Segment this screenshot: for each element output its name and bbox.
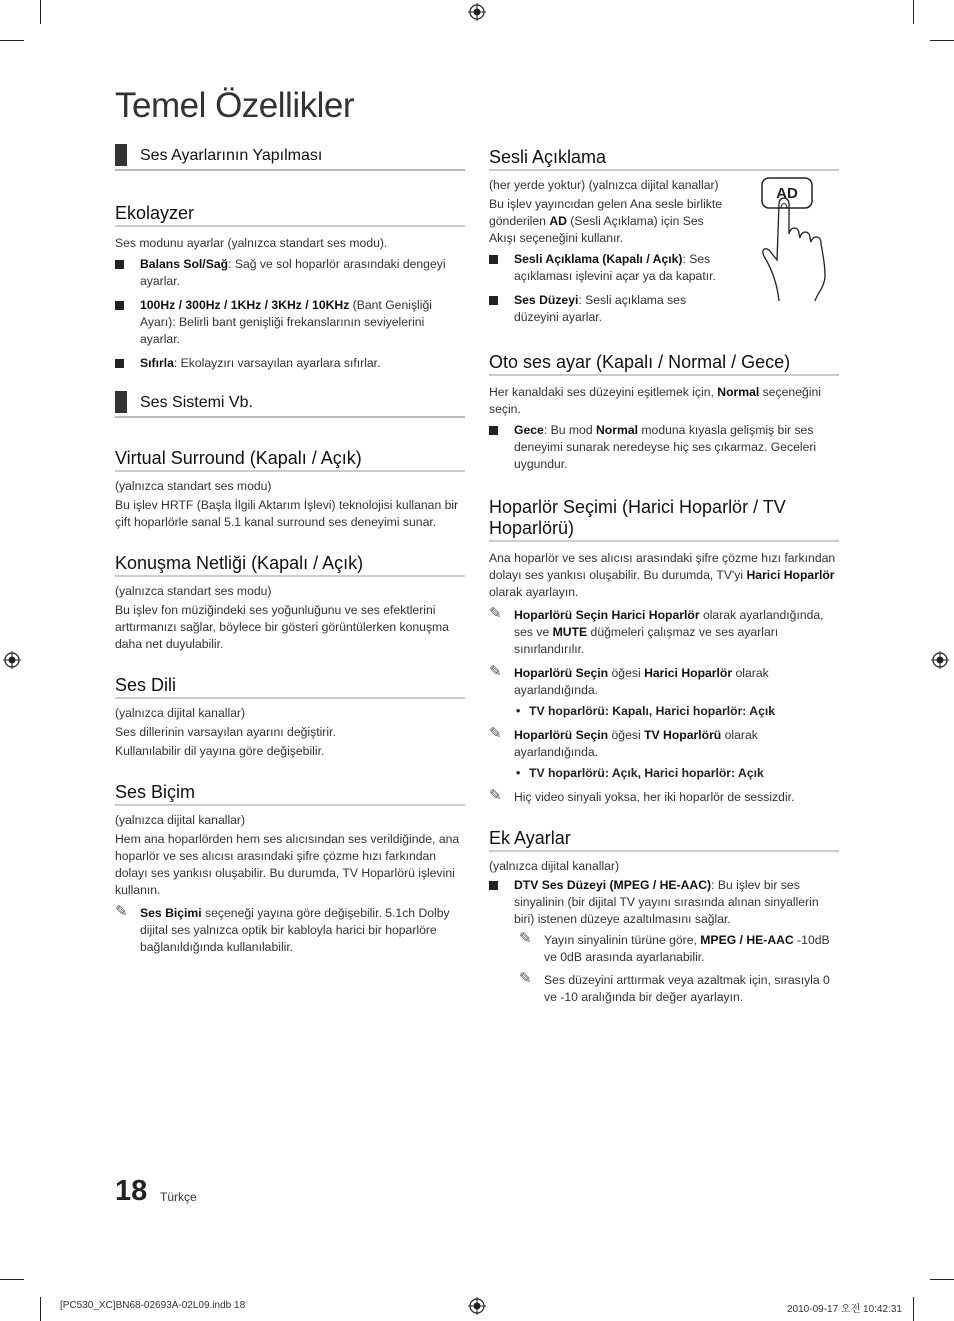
crop-mark (40, 1297, 41, 1321)
registration-mark-icon (468, 1297, 486, 1315)
footer-file-info: [PC530_XC]BN68-02693A-02L09.indb 18 (60, 1300, 246, 1311)
crop-mark (0, 40, 24, 41)
bullet-square-icon (115, 359, 124, 368)
note-pencil-icon: ✎ (489, 605, 502, 622)
hoparlor-note-item: ✎ Hoparlörü Seçin öğesi Harici Hoparlör olarak ayarlandığında. (489, 663, 769, 697)
heading-hoparlor-secimi: Hoparlör Seçimi (Harici Hoparlör / TV Hoparlörü) (489, 497, 839, 542)
ek-note-item: ✎ Ses düzeyini arttırmak veya azaltmak için, sırasıyla 0 ve -10 aralığında bir değer ayarlayın. (519, 970, 830, 1004)
note-pencil-icon: ✎ (489, 787, 502, 804)
ekolayzer-bullet: Sıfırla: Ekolayzırı varsayılan ayarlara sıfırlar. (115, 355, 465, 372)
hoparlor-note-item: ✎ Hoparlörü Seçin öğesi TV Hoparlörü olarak ayarlandığında. (489, 725, 758, 759)
sesli-note: (her yerde yoktur) (yalnızca dijital kanallar) (489, 178, 719, 192)
konusma-desc: Bu işlev fon müziğindeki ses yoğunluğunu ve ses efektlerini arttırmanızı sağlar, böylece bir gösteri görüntülerken konuşma daha net duyulabilir. (115, 603, 449, 651)
section-bar (115, 391, 127, 413)
sesbicim-note: (yalnızca dijital kanallar) (115, 813, 246, 827)
svg-text:AD: AD (776, 185, 798, 202)
page-title: Temel Özellikler (115, 86, 354, 125)
sesdili-line1: Ses dillerinin varsayılan ayarını değiştirir. (115, 725, 336, 739)
note-pencil-icon: ✎ (519, 930, 532, 947)
ekolayzer-bullet: Balans Sol/Sağ: Sağ ve sol hoparlör arasındaki dengeyi ayarlar. (115, 256, 465, 290)
left-column (115, 147, 465, 956)
bullet-square-icon (489, 426, 498, 435)
sesbicim-note-item: ✎ Ses Biçimi seçeneği yayına göre değişebilir. 5.1ch Dolby dijital ses yalnızca optik bir kabloyla harici bir hoparlöre bağlanıldığında kullanılabilir. (115, 903, 450, 954)
section-header (115, 394, 465, 418)
section-title: Ses Ayarlarının Yapılması (140, 147, 323, 164)
registration-mark-icon (468, 3, 486, 21)
bullet-square-icon (489, 881, 498, 890)
heading-ses-dili: Ses Dili (115, 675, 465, 699)
ek-note-item: ✎ Yayın sinyalinin türüne göre, MPEG / HE-AAC -10dB ve 0dB arasında ayarlanabilir. (519, 930, 830, 964)
heading-oto-ses: Oto ses ayar (Kapalı / Normal / Gece) (489, 352, 839, 376)
oto-bullet: Gece: Bu mod Normal moduna kıyasla gelişmiş bir ses deneyimi sunarak neredeyse hiç ses çıkarmaz. Geceleri uygundur. (489, 422, 839, 473)
sesli-bullet: Ses Düzeyi: Sesli açıklama ses düzeyini ayarlar. (489, 292, 729, 326)
crop-mark (913, 1297, 914, 1321)
page-language: Türkçe (160, 1190, 197, 1204)
registration-mark-icon (931, 651, 949, 669)
heading-sesli-aciklama: Sesli Açıklama (489, 147, 839, 171)
hoparlor-dot-item: • TV hoparlörü: Kapalı, Harici hoparlör: Açık (514, 703, 839, 720)
bullet-square-icon (489, 296, 498, 305)
remote-ad-hand-icon (755, 172, 840, 304)
oto-desc: Her kanaldaki ses düzeyini eşitlemek için, Normal seçeneğini seçin. (489, 385, 821, 416)
section-bar (115, 144, 127, 166)
registration-mark-icon (3, 651, 21, 669)
ekolayzer-bullet: 100Hz / 300Hz / 1KHz / 3KHz / 10KHz (Bant Genişliği Ayarı): Belirli bant genişliği frekanslarının seviyelerini ayarlar. (115, 297, 465, 348)
heading-ekolayzer: Ekolayzer (115, 203, 465, 227)
konusma-note: (yalnızca standart ses modu) (115, 584, 272, 598)
crop-mark (930, 40, 954, 41)
note-pencil-icon: ✎ (489, 663, 502, 680)
crop-mark (0, 1279, 24, 1280)
section-header (115, 147, 465, 171)
hoparlor-note-item: ✎ Hiç video sinyali yoksa, her iki hoparlör de sessizdir. (489, 787, 795, 804)
note-pencil-icon: ✎ (489, 725, 502, 742)
page-number: 18 (115, 1175, 148, 1207)
bullet-square-icon (115, 301, 124, 310)
bullet-square-icon (489, 255, 498, 264)
heading-virtual-surround: Virtual Surround (Kapalı / Açık) (115, 448, 465, 472)
bullet-square-icon (115, 260, 124, 269)
hoparlor-dot-item: • TV hoparlörü: Açık, Harici hoparlör: Açık (514, 765, 839, 782)
ekolayzer-desc: Ses modunu ayarlar (yalnızca standart ses modu). (115, 236, 388, 250)
hoparlor-desc: Ana hoparlör ve ses alıcısı arasındaki şifre çözme hızı farkından dolayı ses yankısı oluşabilir. Bu durumda, TV'yi Harici Hoparlör olarak ayarlayın. (489, 551, 836, 599)
note-pencil-icon: ✎ (519, 970, 532, 987)
footer-timestamp: 2010-09-17 오전 10:42:31 (787, 1304, 902, 1315)
crop-mark (930, 1279, 954, 1280)
virtual-desc: Bu işlev HRTF (Başla İlgili Aktarım İşlevi) teknolojisi kullanan bir çift hoparlörle sanal 5.1 kanal surround ses deneyimi sunar. (115, 498, 459, 529)
ek-bullet: DTV Ses Düzeyi (MPEG / HE-AAC): Bu işlev bir ses sinyalinin (bir dijital TV yayını sırasında alınan sinyallerin biri) istenen düzeye azaltılmasını sağlar. (489, 877, 839, 928)
crop-mark (913, 0, 914, 24)
heading-ses-bicim: Ses Biçim (115, 782, 465, 806)
sesli-desc: Bu işlev yayıncıdan gelen Ana sesle birlikte gönderilen AD (Sesli Açıklama) için Ses Akışı seçeneğini kullanır. (489, 197, 723, 245)
virtual-note: (yalnızca standart ses modu) (115, 479, 272, 493)
sesli-bullet: Sesli Açıklama (Kapalı / Açık): Ses açıklaması işlevini açar ya da kapatır. (489, 251, 729, 285)
heading-konusma: Konuşma Netliği (Kapalı / Açık) (115, 553, 465, 577)
ek-note: (yalnızca dijital kanallar) (489, 859, 620, 873)
note-pencil-icon: ✎ (115, 903, 128, 920)
sesdili-line2: Kullanılabilir dil yayına göre değişebilir. (115, 744, 325, 758)
crop-mark (40, 0, 41, 24)
heading-ek-ayarlar: Ek Ayarlar (489, 828, 839, 852)
sesdili-note: (yalnızca dijital kanallar) (115, 706, 246, 720)
hoparlor-note-item: ✎ Hoparlörü Seçin Harici Hoparlör olarak ayarlandığında, ses ve MUTE düğmeleri çalışmaz ve ses ayarları sınırlandırılır. (489, 605, 824, 656)
section-title: Ses Sistemi Vb. (140, 394, 253, 411)
sesbicim-desc: Hem ana hoparlörden hem ses alıcısından ses verildiğinde, ana hoparlör ve ses alıcısı arasındaki şifre çözme hızı farkından dolayı ses yankısı oluşabilir. Bu durumda, TV Hoparlörü işlevini kullanın. (115, 832, 460, 897)
